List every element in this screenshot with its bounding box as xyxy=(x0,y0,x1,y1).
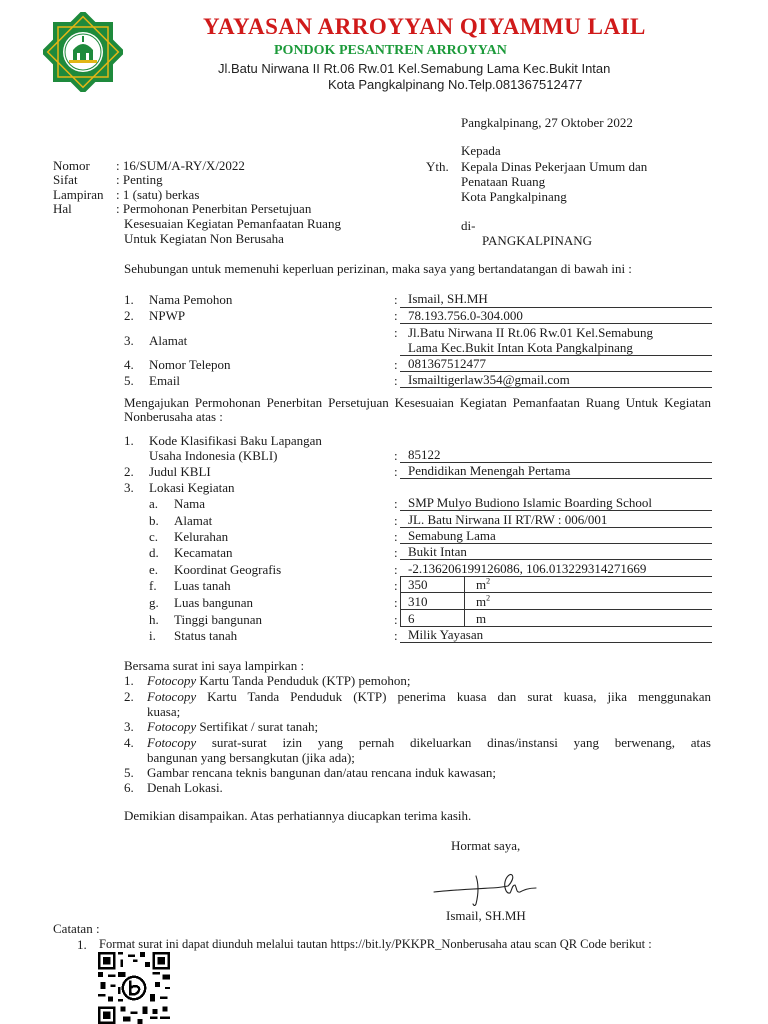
intro-paragraph-2: Mengajukan Permohonan Penerbitan Persetujuan Kesesuaian Kegiatan Pemanfaatan Ruang Untuk Kegiatan Nonberusaha atas : xyxy=(124,395,711,424)
applicant-colon: : xyxy=(394,373,398,388)
letter-date: Pangkalpinang, 27 Oktober 2022 xyxy=(461,115,633,130)
recipient-line-1: Kepala Dinas Pekerjaan Umum dan xyxy=(461,159,648,174)
recipient-di: di- xyxy=(461,218,476,233)
location-label-tinggi: Tinggi bangunan xyxy=(174,612,262,627)
organization-logo xyxy=(43,12,123,92)
applicant-colon: : xyxy=(394,325,398,340)
location-label-nama: Nama xyxy=(174,496,206,511)
recipient-kepada: Kepada xyxy=(461,143,501,158)
applicant-value-email: Ismailtigerlaw354@gmail.com xyxy=(408,372,570,387)
attachment-item-1: Fotocopy Kartu Tanda Penduduk (KTP) pemohon; xyxy=(147,673,411,688)
applicant-num: 5. xyxy=(124,373,134,388)
meta-label-nomor: Nomor xyxy=(53,158,90,173)
underline xyxy=(400,609,712,610)
location-colon: : xyxy=(394,513,398,528)
organization-subtitle: PONDOK PESANTREN ARROYYAN xyxy=(274,43,507,58)
applicant-value-telepon: 081367512477 xyxy=(408,356,486,371)
underline xyxy=(400,592,712,593)
table-border xyxy=(464,576,465,626)
location-label-status: Status tanah xyxy=(174,628,238,643)
attachment-num: 1. xyxy=(124,673,134,688)
location-colon: : xyxy=(394,628,398,643)
kbli-value-judul: Pendidikan Menengah Pertama xyxy=(408,463,571,478)
closing-sentence: Demikian disampaikan. Atas perhatiannya diucapkan terima kasih. xyxy=(124,808,472,823)
applicant-label-alamat: Alamat xyxy=(149,333,188,348)
location-value-luas-tanah: 350 xyxy=(408,577,428,592)
meta-value-hal: : Permohonan Penerbitan Persetujuan xyxy=(116,201,312,216)
meta-label-lampiran: Lampiran xyxy=(53,187,104,202)
meta-value-nomor: : 16/SUM/A-RY/X/2022 xyxy=(116,158,245,173)
recipient-yth: Yth. xyxy=(426,159,449,174)
applicant-colon: : xyxy=(394,357,398,372)
underline xyxy=(400,576,712,577)
kbli-colon: : xyxy=(394,464,398,479)
location-letter: h. xyxy=(149,612,159,627)
kbli-colon: : xyxy=(394,448,398,463)
applicant-label-nama: Nama Pemohon xyxy=(149,292,233,307)
location-colon: : xyxy=(394,529,398,544)
kbli-num: 3. xyxy=(124,480,134,495)
signer-name: Ismail, SH.MH xyxy=(446,908,526,923)
location-letter: g. xyxy=(149,595,159,610)
underline xyxy=(400,387,712,388)
location-value-status: Milik Yayasan xyxy=(408,627,484,642)
kbli-label-kode: Kode Klasifikasi Baku Lapangan xyxy=(149,433,322,448)
applicant-label-telepon: Nomor Telepon xyxy=(149,357,231,372)
applicant-value-alamat-line-2: Lama Kec.Bukit Intan Kota Pangkalpinang xyxy=(408,340,633,355)
attachment-num: 4. xyxy=(124,735,134,750)
applicant-value-alamat: Jl.Batu Nirwana II Rt.06 Rw.01 Kel.Semabung xyxy=(408,325,654,340)
location-colon: : xyxy=(394,578,398,593)
organization-address-line-1: Jl.Batu Nirwana II Rt.06 Rw.01 Kel.Semabung Lama Kec.Bukit Intan xyxy=(218,61,611,76)
location-label-luas-bangunan: Luas bangunan xyxy=(174,595,254,610)
meta-label-hal: Hal xyxy=(53,201,72,216)
recipient-line-3: Kota Pangkalpinang xyxy=(461,189,567,204)
organization-address-line-2: Kota Pangkalpinang No.Telp.081367512477 xyxy=(328,77,583,92)
table-border xyxy=(400,576,401,626)
attachment-item-3: Fotocopy Sertifikat / surat tanah; xyxy=(147,719,319,734)
underline xyxy=(400,510,712,511)
location-unit-luas-bangunan: $m^2$ xyxy=(476,593,491,609)
attachment-item-4: Fotocopy surat-surat izin yang pernah dikeluarkan dinas/instansi yang berwenang, atas xyxy=(147,735,711,750)
location-colon: : xyxy=(394,545,398,560)
qr-code-icon[interactable] xyxy=(98,952,170,1024)
location-label-koordinat: Koordinat Geografis xyxy=(174,562,282,577)
applicant-label-npwp: NPWP xyxy=(149,308,186,323)
kbli-label-judul: Judul KBLI xyxy=(149,464,211,479)
location-value-nama: SMP Mulyo Budiono Islamic Boarding School xyxy=(408,495,652,510)
attachment-item-6: Denah Lokasi. xyxy=(147,780,223,795)
kbli-num: 1. xyxy=(124,433,134,448)
location-value-kelurahan: Semabung Lama xyxy=(408,528,496,543)
underline xyxy=(400,642,712,643)
location-letter: a. xyxy=(149,496,159,511)
note-num: 1. xyxy=(77,937,87,952)
location-unit-tinggi: m xyxy=(476,611,487,626)
location-letter: f. xyxy=(149,578,157,593)
meta-value-sifat: : Penting xyxy=(116,172,163,187)
recipient-line-2: Penataan Ruang xyxy=(461,174,546,189)
handwritten-signature xyxy=(432,868,542,908)
applicant-num: 3. xyxy=(124,333,134,348)
location-letter: d. xyxy=(149,545,159,560)
location-letter: e. xyxy=(149,562,159,577)
meta-hal-continued-1: Kesesuaian Kegiatan Pemanfaatan Ruang xyxy=(124,216,341,231)
location-label-alamat: Alamat xyxy=(174,513,213,528)
location-colon: : xyxy=(394,496,398,511)
location-letter: i. xyxy=(149,628,156,643)
signoff: Hormat saya, xyxy=(451,838,521,853)
kbli-value-kode: 85122 xyxy=(408,447,441,462)
location-value-koordinat: -2.136206199126086, 106.013229314271669 xyxy=(408,561,647,576)
applicant-num: 1. xyxy=(124,292,134,307)
attachment-num: 2. xyxy=(124,689,134,704)
attachment-num: 5. xyxy=(124,765,134,780)
kbli-label-kode-line-2: Usaha Indonesia (KBLI) xyxy=(149,448,278,463)
location-value-tinggi: 6 xyxy=(408,611,415,626)
applicant-value-npwp: 78.193.756.0-304.000 xyxy=(408,308,523,323)
intro-paragraph-1: Sehubungan untuk memenuhi keperluan perizinan, maka saya yang bertandatangan di bawah ini : xyxy=(124,261,632,276)
notes-title: Catatan : xyxy=(53,921,100,936)
location-label-luas-tanah: Luas tanah xyxy=(174,578,231,593)
kbli-label-lokasi: Lokasi Kegiatan xyxy=(149,480,235,495)
kbli-num: 2. xyxy=(124,464,134,479)
location-letter: c. xyxy=(149,529,159,544)
attachment-num: 6. xyxy=(124,780,134,795)
underline xyxy=(400,559,712,560)
attachment-num: 3. xyxy=(124,719,134,734)
location-value-kecamatan: Bukit Intan xyxy=(408,544,467,559)
meta-label-sifat: Sifat xyxy=(53,172,78,187)
attachment-item-2: Fotocopy Kartu Tanda Penduduk (KTP) penerima kuasa dan surat kuasa, jika menggunakan xyxy=(147,689,711,704)
location-colon: : xyxy=(394,562,398,577)
attachment-item-4-continued: bangunan yang bersangkutan (jika ada); xyxy=(147,750,355,765)
location-value-alamat: JL. Batu Nirwana II RT/RW : 006/001 xyxy=(408,512,608,527)
location-colon: : xyxy=(394,612,398,627)
organization-name: YAYASAN ARROYYAN QIYAMMU LAIL xyxy=(203,14,646,39)
attachments-intro: Bersama surat ini saya lampirkan : xyxy=(124,658,305,673)
recipient-city: PANGKALPINANG xyxy=(482,233,593,248)
attachment-item-5: Gambar rencana teknis bangunan dan/atau rencana induk kawasan; xyxy=(147,765,497,780)
applicant-num: 4. xyxy=(124,357,134,372)
applicant-value-nama: Ismail, SH.MH xyxy=(408,291,488,306)
meta-value-lampiran: : 1 (satu) berkas xyxy=(116,187,200,202)
location-letter: b. xyxy=(149,513,159,528)
attachment-item-2-continued: kuasa; xyxy=(147,704,181,719)
location-label-kecamatan: Kecamatan xyxy=(174,545,233,560)
applicant-num: 2. xyxy=(124,308,134,323)
location-unit-luas-tanah: $m^2$ xyxy=(476,576,491,592)
note-item-1: Format surat ini dapat diunduh melalui tautan https://bit.ly/PKKPR_Nonberusaha atau scan QR Code berikut : xyxy=(99,937,652,951)
underline xyxy=(400,478,712,479)
location-colon: : xyxy=(394,595,398,610)
applicant-label-email: Email xyxy=(149,373,181,388)
underline xyxy=(400,323,712,324)
meta-hal-continued-2: Untuk Kegiatan Non Berusaha xyxy=(124,231,284,246)
location-label-kelurahan: Kelurahan xyxy=(174,529,229,544)
applicant-colon: : xyxy=(394,308,398,323)
applicant-colon: : xyxy=(394,292,398,307)
location-value-luas-bangunan: 310 xyxy=(408,594,428,609)
